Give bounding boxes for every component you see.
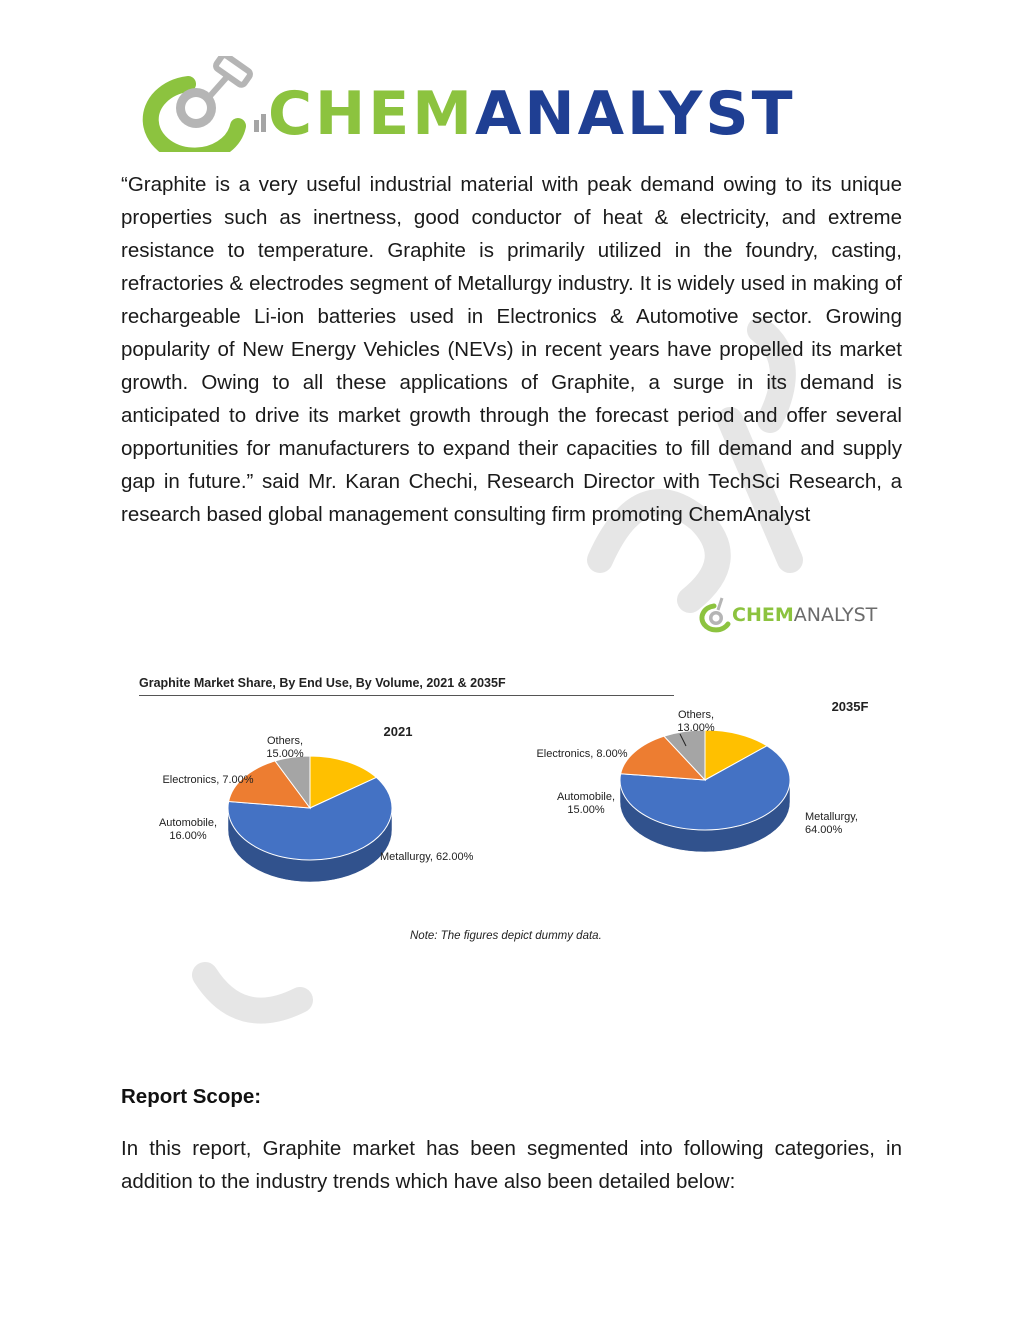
quote-paragraph: “Graphite is a very useful industrial material with peak demand owing to its unique properties such as inertness, good conductor of heat & electricity, and extreme resistance to temperature. Graphite is primarily utilized in the foundry, casting, refractories & electrodes segment of Metallurgy industry. It is widely used in making of rechargeable Li-ion batteries used in Electronics & Automotive sector. Growing popularity of New Energy Vehicles (NEVs) in recent years have propelled its market growth. Owing to all these applications of Graphite, a surge in its demand is anticipated to drive its market growth through the forecast period and offer several opportunities for manufacturers to expand their capacities to fill demand and supply gap in future.” said Mr. Karan Chechi, Research Director with TechSci Research, a research based global management consulting firm promoting ChemAnalyst bbox=[121, 173, 902, 526]
logo-wordmark: CHEMANALYST bbox=[732, 604, 878, 626]
flask-logo-icon bbox=[118, 56, 268, 152]
pie-data-label-electronics-1: Electronics, 8.00% bbox=[536, 748, 628, 760]
pie-data-label-metallurgy-1: Metallurgy, 64.00% bbox=[805, 811, 858, 836]
logo-wordmark: CHEMANALYST bbox=[268, 79, 796, 149]
chemanalyst-logo bbox=[118, 56, 910, 152]
pie-data-label-automobile-0: Automobile, 16.00% bbox=[158, 817, 218, 842]
report-scope-heading: Report Scope: bbox=[121, 1085, 262, 1108]
pie-data-label-others-0: Others, 15.00% bbox=[266, 735, 304, 760]
chart-note: Note: The figures depict dummy data. bbox=[410, 930, 602, 942]
flask-logo-icon bbox=[698, 594, 734, 634]
pie-data-label-electronics-0: Electronics, 7.00% bbox=[162, 774, 254, 786]
pie-data-label-automobile-1: Automobile, 15.00% bbox=[556, 791, 616, 816]
report-scope-text: In this report, Graphite market has been segmented into following categories, in addition to the industry trends which have also been detailed below: bbox=[121, 1137, 902, 1193]
chart-title: Graphite Market Share, By End Use, By Volume, 2021 & 2035F bbox=[139, 676, 506, 690]
pie-year-label-1: 2035F bbox=[831, 699, 869, 714]
pie-charts bbox=[120, 690, 900, 920]
pie-year-label-0: 2021 bbox=[383, 724, 413, 739]
chemanalyst-logo-small bbox=[698, 594, 878, 634]
pie-data-label-others-1: Others, 13.00% bbox=[677, 709, 715, 734]
pie-data-label-metallurgy-0: Metallurgy, 62.00% bbox=[380, 851, 474, 863]
